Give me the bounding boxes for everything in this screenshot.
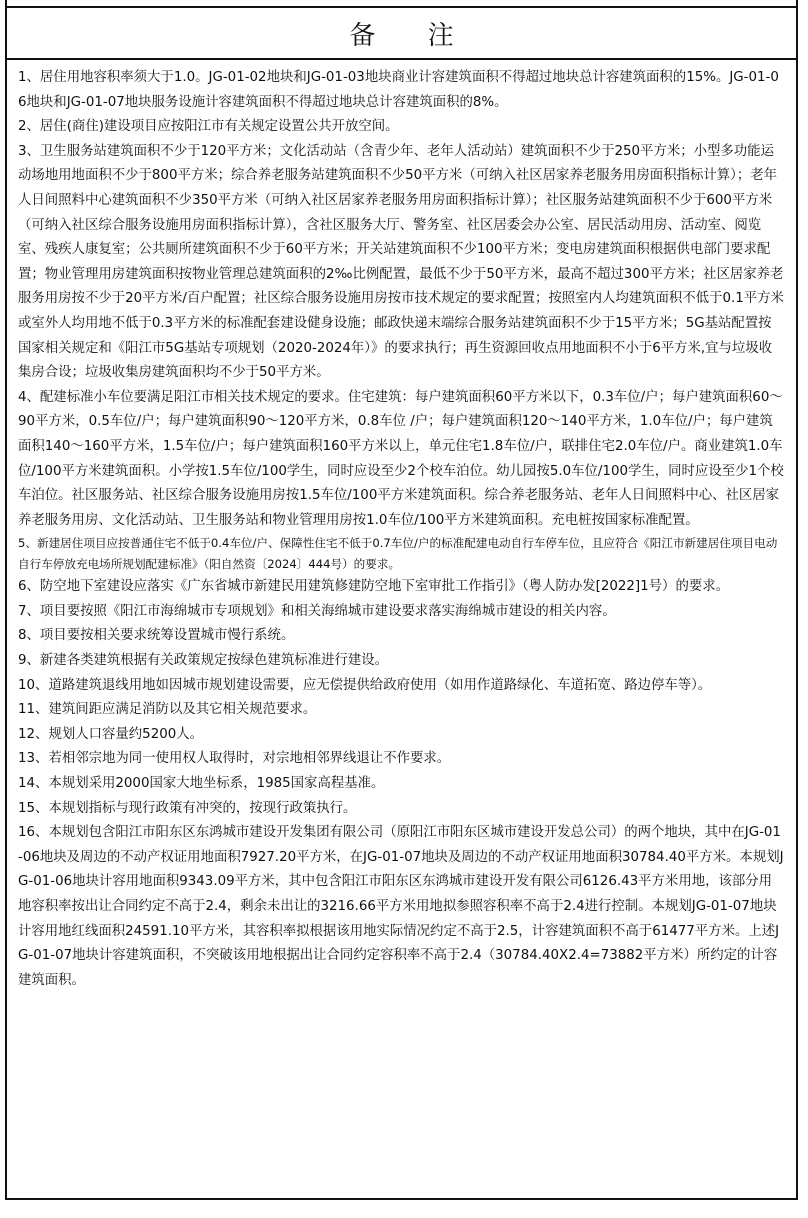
note-number: 16、: [18, 825, 49, 841]
note-item: [18, 624, 784, 649]
note-number: 9、: [18, 653, 40, 669]
note-text: 防空地下室建设应落实《广东省城市新建民用建筑修建防空地下室审批工作指引》（粤人防办发[2022]1号）的要求。: [39, 579, 730, 595]
note-item: [18, 747, 784, 772]
note-item: [18, 821, 784, 993]
note-item: [18, 533, 784, 575]
note-number: 6、: [18, 579, 40, 595]
note-text: 项目要按照《阳江市海绵城市专项规划》和相关海绵城市建设要求落实海绵城市建设的相关内容。: [39, 603, 616, 619]
note-item: [18, 674, 784, 699]
note-number: 1、: [18, 70, 40, 85]
note-number: 14、: [18, 776, 49, 792]
note-number: 13、: [18, 751, 49, 767]
note-number: 8、: [18, 628, 40, 644]
note-number: 5、: [18, 536, 37, 551]
note-text: 建筑间距应满足消防以及其它相关规范要求。: [48, 702, 317, 718]
note-text: 若相邻宗地为同一使用权人取得时，对宗地相邻界线退让不作要求。: [48, 751, 451, 767]
page-title: 备 注: [349, 20, 476, 51]
title-row: [7, 8, 796, 60]
note-item: [18, 797, 784, 822]
note-text: 本规划指标与现行政策有冲突的，按现行政策执行。: [48, 800, 357, 816]
note-item: [18, 575, 784, 600]
note-item: [18, 115, 784, 140]
note-item: [18, 386, 784, 534]
note-number: 10、: [18, 677, 49, 693]
note-text: 本规划采用2000国家大地坐标系，1985国家高程基准。: [48, 776, 385, 792]
top-border-strip: [7, 0, 796, 8]
note-number: 4、: [18, 389, 40, 405]
note-item: [18, 772, 784, 797]
note-item: [18, 140, 784, 386]
notes-list: [18, 66, 784, 993]
note-text: 居住用地容积率须大于1.0。JG-01-02地块和JG-01-03地块商业计容建筑面积不得超过地块总计容建筑面积的15%。JG-01-06地块和JG-01-07地块服务设施计容建筑面积不得超过地块总计容建筑面积的8%。: [18, 70, 779, 110]
note-text: 卫生服务站建筑面积不少于120平方米；文化活动站（含青少年、老年人活动站）建筑面积不少于250平方米；小型多功能运动场地用地面积不少于800平方米；综合养老服务站建筑面积不少50平方米（可纳入社区居家养老服务用房面积指标计算）；老年人日间照料中心建筑面积不少350平方米（可纳入社区居家养老服务用房面积指标计算）；社区服务站建筑面积不少于600平方米（可纳入社区综合服务设施用房面积指标计算），含社区服务大厅、警务室、社区居委会办公室、居民活动用房、活动室、阅览室、残疾人康复室；公共厕所建筑面积不少于60平方米；开关站建筑面积不少100平方米；变电房建筑面积根据供电部门要求配置；物业管理用房建筑面积按物业管理总建筑面积的2‰比例配置，最低不少于50平方米，最高不超过300平方米；社区居家养老服务用房按不少于20平方米/百户配置；社区综合服务设施用房按市技术规定的要求配置；按照室内人均建筑面积不低于0.1平方米或室外人均用地不低于0.3平方米的标准配套建设健身设施；邮政快递末端综合服务站建筑面积不少于15平方米；5G基站配置按国家相关规定和《阳江市5G基站专项规划（2020-2024年）》的要求执行；再生资源回收点用地面积不小于6平方米,宜与垃圾收集房合设；垃圾收集房建筑面积均不少于50平方米。: [18, 143, 784, 381]
note-number: 11、: [18, 702, 49, 718]
note-text: 居住(商住)建设项目应按阳江市有关规定设置公共开放空间。: [39, 119, 399, 135]
note-text: 新建居住项目应按普通住宅不低于0.4车位/户、保障性住宅不低于0.7车位/户的标准配建电动自行车停车位，且应符合《阳江市新建居住项目电动自行车停放充电场所规划配建标准》（阳自然资〔2024〕444号）的要求。: [18, 536, 778, 572]
note-text: 道路建筑退线用地如因城市规划建设需要，应无偿提供给政府使用（如用作道路绿化、车道拓宽、路边停车等）。: [48, 677, 712, 693]
note-item: [18, 600, 784, 625]
note-number: 7、: [18, 603, 40, 619]
note-text: 本规划包含阳江市阳东区东鸿城市建设开发集团有限公司（原阳江市阳东区城市建设开发总公司）的两个地块，其中在JG-01-06地块及周边的不动产权证用地面积7927.20平方米，在JG-01-07地块及周边的不动产权证用地面积30784.40平方米。本规划JG-01-06地块计容用地面积9343.09平方米，其中包含阳江市阳东区东鸿城市建设开发有限公司6126.43平方米用地，该部分用地容积率按出让合同约定不高于2.4，剩余未出让的3216.66平方米用地拟参照容积率不高于2.4进行控制。本规划JG-01-07地块计容用地红线面积24591.10平方米，其容积率拟根据该用地实际情况约定不高于2.5，计容建筑面积不高于61477平方米。上述JG-01-07地块计容建筑面积，不突破该用地根据出让合同约定容积率不高于2.4（30784.40X2.4=73882平方米）所约定的计容建筑面积。: [18, 825, 784, 988]
note-number: 3、: [18, 143, 40, 159]
note-item: [18, 698, 784, 723]
note-text: 配建标准小车位要满足阳江市相关技术规定的要求。住宅建筑：每户建筑面积60平方米以下，0.3车位/户；每户建筑面积60～90平方米，0.5车位/户；每户建筑面积90～120平方米，0.8车位 /户；每户建筑面积120～140平方米，1.0车位/户；每户建筑面积140～160平方米，1.5车位/户；每户建筑面积160平方米以上，单元住宅1.8车位/户，联排住宅2.0车位/户。商业建筑1.0车位/100平方米建筑面积。小学按1.5车位/100学生，同时应设至少2个校车泊位。幼儿园按5.0车位/100学生，同时应设至少1个校车泊位。社区服务站、社区综合服务设施用房按1.5车位/100平方米建筑面积。综合养老服务站、老年人日间照料中心、社区居家养老服务用房、文化活动站、卫生服务站和物业管理用房按1.0车位/100平方米建筑面积。充电桩按国家标准配置。: [18, 389, 784, 528]
note-number: 12、: [18, 726, 49, 742]
note-item: [18, 649, 784, 674]
note-number: 15、: [18, 800, 49, 816]
note-item: [18, 66, 784, 115]
note-item: [18, 723, 784, 748]
note-text: 新建各类建筑根据有关政策规定按绿色建筑标准进行建设。: [39, 653, 389, 669]
note-text: 规划人口容量约5200人。: [48, 726, 204, 742]
note-number: 2、: [18, 119, 40, 135]
note-text: 项目要按相关要求统筹设置城市慢行系统。: [39, 628, 295, 644]
